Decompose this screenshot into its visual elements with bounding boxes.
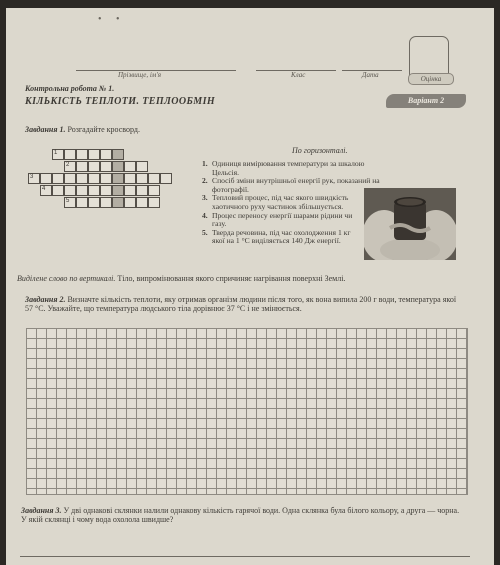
crossword-cell[interactable]	[160, 173, 172, 184]
task1-heading	[25, 125, 140, 134]
worksheet-page	[6, 8, 494, 565]
work-title: КІЛЬКІСТЬ ТЕПЛОТИ. ТЕПЛООБМІН	[25, 96, 216, 107]
task2-block	[25, 295, 465, 313]
clue-5: 5. Тверда речовина, під час охолодження 1 кг якої на 1 °С виділяється 140 Дж енергії.	[202, 227, 351, 246]
crossword-cell[interactable]	[100, 185, 112, 196]
crossword-cell[interactable]	[76, 185, 88, 196]
crossword-number: 1	[54, 150, 58, 156]
class-label: Клас	[291, 71, 306, 79]
crossword-cell[interactable]	[64, 149, 76, 160]
task2-label: Завдання 2.	[25, 295, 66, 304]
crossword-cell[interactable]	[136, 185, 148, 196]
clue-1: 1. Одиниця вимірювання температури за шкалою Цельсія.	[202, 159, 365, 177]
crossword-cell[interactable]	[76, 149, 88, 160]
crossword-cell[interactable]	[124, 197, 136, 208]
crossword-cell[interactable]	[112, 161, 124, 172]
horizontal-title: По горизонталі.	[292, 146, 348, 155]
answer-line	[20, 556, 470, 557]
crossword-number: 4	[42, 186, 46, 192]
clue-4: 4. Процес переносу енергії шарами рідини чи газу.	[202, 210, 353, 229]
crossword-cell[interactable]	[76, 173, 88, 184]
vertical-clue	[17, 274, 477, 283]
task3-label: Завдання 3.	[21, 506, 62, 515]
task3-text: У дві однакові склянки налили однакову кількість гарячої води. Одна склянка була білого кольору, а друга — чорна. У якій склянці і чому вода охолола швидше?	[21, 506, 460, 524]
crossword-cell[interactable]	[112, 185, 124, 196]
crossword-number: 5	[66, 198, 70, 204]
task2-text: Визначте кількість теплоти, яку отримав організм людини після того, як вона випила 200 г води, температура якої 57 °С. Уважайте, що температура людського тіла дорівнює 37 °С і не змінюється.	[25, 295, 457, 313]
crossword-number: 3	[30, 174, 34, 180]
crossword-cell[interactable]	[88, 161, 100, 172]
crossword-cell[interactable]	[88, 197, 100, 208]
hands-cup-photo	[364, 188, 456, 260]
crossword-cell[interactable]	[88, 173, 100, 184]
crossword-cell[interactable]	[88, 149, 100, 160]
grade-label: Оцінка	[408, 73, 454, 85]
horizontal-clues	[202, 160, 382, 246]
crossword-cell[interactable]	[52, 185, 64, 196]
crossword-cell[interactable]	[148, 197, 160, 208]
task3-block	[21, 506, 466, 524]
variant-badge: Варіант 2	[386, 94, 466, 108]
crossword-cell[interactable]	[100, 149, 112, 160]
crossword-cell[interactable]	[88, 185, 100, 196]
crossword-cell[interactable]	[52, 149, 64, 160]
clue-2: 2. Спосіб зміни внутрішньої енергії рук, показаний на фотографії.	[202, 176, 380, 194]
crossword-cell[interactable]	[76, 197, 88, 208]
name-label: Прізвище, ім'я	[118, 71, 161, 79]
crossword-cell[interactable]	[112, 197, 124, 208]
crossword-cell[interactable]	[64, 185, 76, 196]
crossword-cell[interactable]	[28, 173, 40, 184]
task1-text: Розгадайте кросворд.	[67, 125, 140, 134]
crossword-cell[interactable]	[40, 173, 52, 184]
crossword-cell[interactable]	[136, 197, 148, 208]
answer-grid[interactable]	[26, 328, 468, 495]
page-dots: • •	[98, 14, 126, 25]
crossword-cell[interactable]	[52, 173, 64, 184]
crossword-cell[interactable]	[148, 173, 160, 184]
crossword-cell[interactable]	[64, 173, 76, 184]
crossword-cell[interactable]	[136, 161, 148, 172]
work-number: Контрольна робота № 1.	[25, 84, 115, 93]
vertical-label: Виділене слово по вертикалі.	[17, 274, 116, 283]
crossword-cell[interactable]	[64, 161, 76, 172]
crossword-cell[interactable]	[124, 173, 136, 184]
crossword-cell[interactable]	[100, 161, 112, 172]
vertical-text: Тіло, випромінювання якого спричиняє нагрівання поверхні Землі.	[117, 274, 346, 283]
crossword-cell[interactable]	[100, 173, 112, 184]
crossword-cell[interactable]	[40, 185, 52, 196]
date-label: Дата	[362, 71, 379, 79]
crossword-cell[interactable]	[112, 149, 124, 160]
crossword-cell[interactable]	[76, 161, 88, 172]
crossword-cell[interactable]	[148, 185, 160, 196]
crossword-cell[interactable]	[136, 173, 148, 184]
crossword-cell[interactable]	[124, 185, 136, 196]
clue-3: 3. Тепловий процес, під час якого швидкість хаотичного руху частинок збільшується.	[202, 193, 349, 211]
task1-label: Завдання 1.	[25, 125, 66, 134]
crossword-cell[interactable]	[112, 173, 124, 184]
crossword-number: 2	[66, 162, 70, 168]
crossword-cell[interactable]	[100, 197, 112, 208]
crossword-cell[interactable]	[64, 197, 76, 208]
crossword-cell[interactable]	[124, 161, 136, 172]
